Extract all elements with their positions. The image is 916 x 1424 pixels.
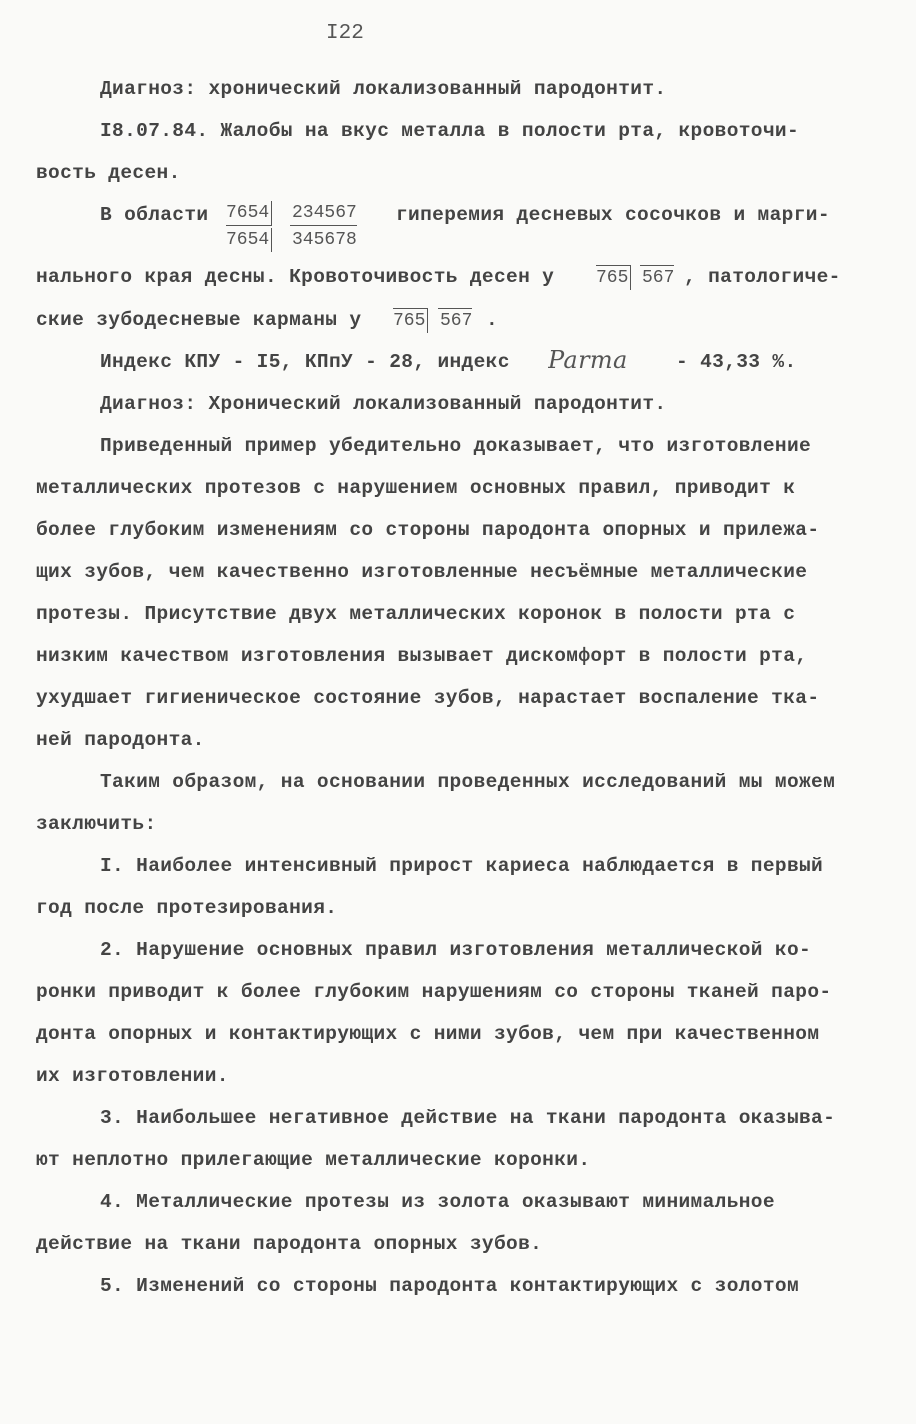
text-line: ухудшает гигиеническое состояние зубов, нарастает воспаление тка- <box>36 687 820 709</box>
text-line: низким качеством изготовления вызывает дискомфорт в полости рта, <box>36 645 808 667</box>
dental-formula-2-right: 567 <box>640 265 674 290</box>
text-line: ские зубодесневые карманы у <box>36 309 362 331</box>
text-line: донта опорных и контактирующих с ними зубов, чем при качественном <box>36 1023 820 1045</box>
text-line: нального края десны. Кровоточивость десен у <box>36 266 555 288</box>
dental-formula-2-left: 765 <box>596 265 631 290</box>
text-line: Индекс КПУ - I5, КПпУ - 28, индекс <box>100 351 510 373</box>
text-line: . <box>486 309 499 331</box>
text-line: протезы. Присутствие двух металлических коронок в полости рта с <box>36 603 796 625</box>
text-line: Диагноз: Хронический локализованный пародонтит. <box>100 393 667 415</box>
dental-formula-upper-left: 7654 <box>226 201 272 226</box>
text-line: 5. Изменений со стороны пародонта контактирующих с золотом <box>100 1275 800 1297</box>
text-line: Диагноз: хронический локализованный пародонтит. <box>100 78 667 100</box>
text-line: ней пародонта. <box>36 729 205 751</box>
text-line: ют неплотно прилегающие металлические коронки. <box>36 1149 591 1171</box>
text-line: 4. Металлические протезы из золота оказывают минимальное <box>100 1191 775 1213</box>
dental-formula-upper-right: 234567 <box>290 201 357 226</box>
text-line: год после протезирования. <box>36 897 338 919</box>
text-line: В области <box>100 204 209 226</box>
text-line: 2. Нарушение основных правил изготовления металлической ко- <box>100 939 812 961</box>
text-line: гиперемия десневых сосочков и марги- <box>396 204 830 226</box>
text-line: Приведенный пример убедительно доказывает, что изготовление <box>100 435 812 457</box>
text-line: щих зубов, чем качественно изготовленные несъёмные металлические <box>36 561 808 583</box>
text-line: I. Наиболее интенсивный прирост кариеса наблюдается в первый <box>100 855 824 877</box>
page-number: I22 <box>326 22 364 45</box>
text-line: I8.07.84. Жалобы на вкус металла в полости рта, кровоточи- <box>100 120 800 142</box>
text-line: , патологиче- <box>684 266 841 288</box>
text-line: действие на ткани пародонта опорных зубов. <box>36 1233 543 1255</box>
dental-formula-lower-right: 345678 <box>292 230 357 250</box>
text-line: более глубоким изменениям со стороны пародонта опорных и прилежа- <box>36 519 820 541</box>
text-line: заключить: <box>36 813 157 835</box>
handwritten-index-name: Parma <box>548 346 628 374</box>
dental-formula-3-left: 765 <box>393 308 428 333</box>
text-line: ронки приводит к более глубоким нарушениям со стороны тканей паро- <box>36 981 832 1003</box>
dental-formula-lower-left: 7654 <box>226 228 272 252</box>
text-line: металлических протезов с нарушением основных правил, приводит к <box>36 477 796 499</box>
text-line: 3. Наибольшее негативное действие на ткани пародонта оказыва- <box>100 1107 836 1129</box>
text-line: Таким образом, на основании проведенных исследований мы можем <box>100 771 836 793</box>
text-line: их изготовлении. <box>36 1065 229 1087</box>
text-line: - 43,33 %. <box>676 351 797 373</box>
text-line: вость десен. <box>36 162 181 184</box>
dental-formula-3-right: 567 <box>438 308 472 333</box>
